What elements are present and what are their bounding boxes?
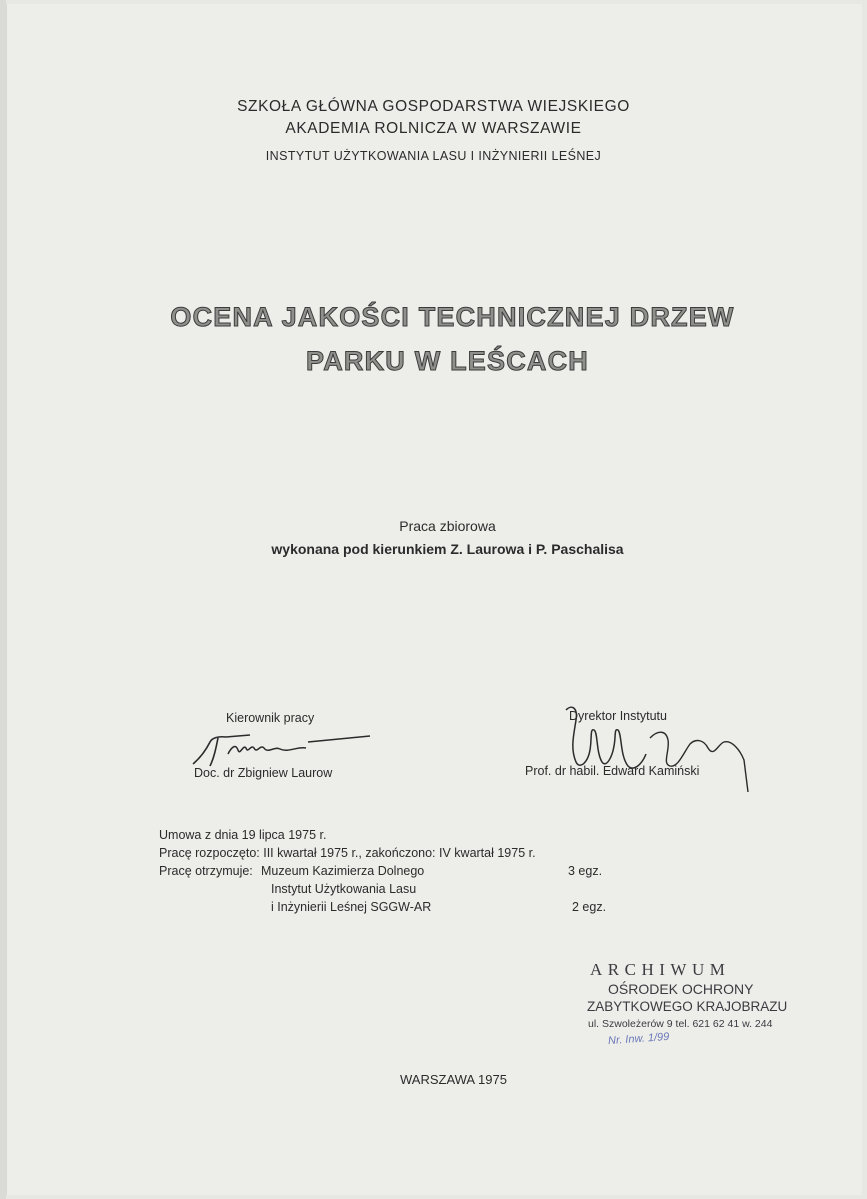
left-signature-icon [188,728,378,770]
stamp-archive-word: ARCHIWUM [590,960,731,979]
recipient-museum-copies: 3 egz. [568,864,603,878]
stamp-address: ul. Szwoleżerów 9 tel. 621 62 41 w. 244 [588,1018,773,1030]
stamp-inventory-number: Nr. Inw. 1/99 [607,1030,670,1048]
recipient-museum: Muzeum Kazimierza Dolnego [261,864,425,878]
work-supervision: wykonana pod kierunkiem Z. Laurowa i P. Paschalisa [271,541,624,557]
place-and-year: WARSZAWA 1975 [400,1072,507,1087]
document-page [6,4,862,1195]
right-signatory-name: Prof. dr habil. Edward Kamiński [525,764,700,778]
institute-name: INSTYTUT UŻYTKOWANIA LASU I INŻYNIERII LEŚNEJ [265,149,602,163]
right-signatory-role: Dyrektor Instytutu [569,709,667,723]
work-period: Pracę rozpoczęto: III kwartał 1975 r., zakończono: IV kwartał 1975 r. [159,846,536,860]
right-signature-icon [558,700,758,800]
stamp-office-subtitle: ZABYTKOWEGO KRAJOBRAZU [587,999,788,1014]
recipients-label: Pracę otrzymuje: [159,864,253,878]
recipient-institute-copies: 2 egz. [572,900,607,914]
document-title-line2: PARKU W LEŚCACH [306,346,589,376]
recipient-institute-line2: i Inżynierii Leśnej SGGW-AR [271,900,432,914]
document-title-line1: OCENA JAKOŚCI TECHNICZNEJ DRZEW [170,302,735,332]
academy-name: AKADEMIA ROLNICZA W WARSZAWIE [285,120,582,137]
left-signatory-role: Kierownik pracy [226,711,315,725]
recipient-institute-line1: Instytut Użytkowania Lasu [271,882,417,896]
left-signatory-name: Doc. dr Zbigniew Laurow [194,766,333,780]
work-type: Praca zbiorowa [399,518,496,534]
contract-date: Umowa z dnia 19 lipca 1975 r. [159,828,327,842]
stamp-office-name: OŚRODEK OCHRONY [608,981,754,997]
university-name: SZKOŁA GŁÓWNA GOSPODARSTWA WIEJSKIEGO [237,98,630,115]
